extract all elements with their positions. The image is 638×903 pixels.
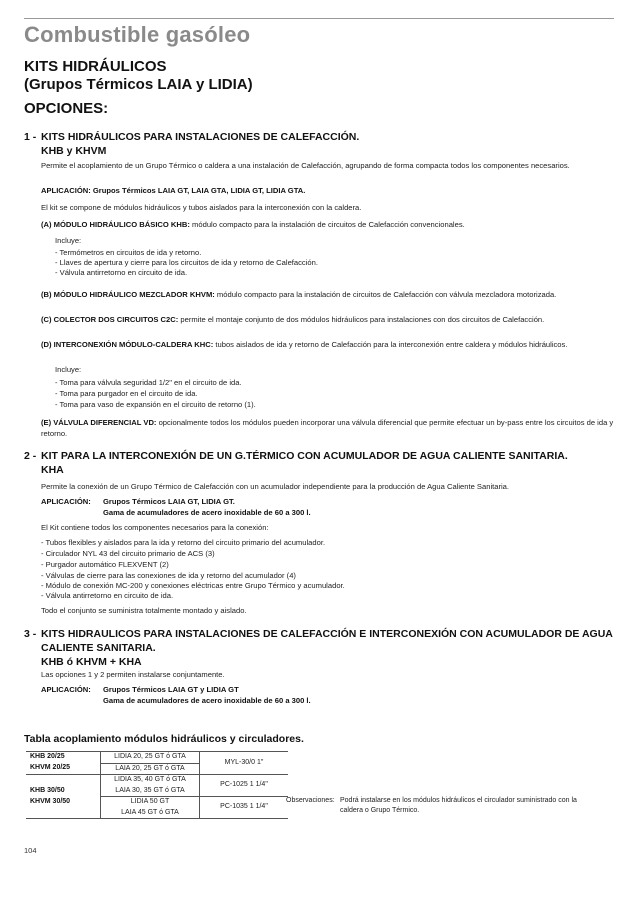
- table-cell: KHVM 30/50: [26, 797, 101, 808]
- coupling-table: [26, 751, 288, 819]
- option-d-label: (D) INTERCONEXIÓN MÓDULO-CALDERA KHC:: [41, 340, 214, 349]
- table-cell: PC-1035 1 1/4": [200, 797, 289, 819]
- option-a-text: módulo compacto para la instalación de circuitos de Calefacción convencionales.: [192, 220, 465, 229]
- table-cell: LIDIA 50 GT: [101, 797, 200, 808]
- option-d-item: - Toma para vaso de expansión en el circuito de retorno (1).: [55, 400, 256, 409]
- heading-grupos: (Grupos Térmicos LAIA y LIDIA): [24, 76, 253, 93]
- table-row: [26, 797, 288, 808]
- section-1-heading: [24, 130, 616, 158]
- section-2-item: - Válvula antirretorno en circuito de ida.: [41, 591, 174, 600]
- section-3-subtitle: KHB ó KHVM + KHA: [41, 656, 142, 668]
- option-e-text: opcionalmente todos los módulos pueden incorporar una válvula diferencial que permite efectuar un by-pass entre los circuitos de ida y retorno.: [41, 418, 614, 438]
- table-cell: PC-1025 1 1/4": [200, 775, 289, 797]
- section-1-number: 1 -: [24, 131, 37, 143]
- section-3-application-key: APLICACIÓN:: [41, 685, 91, 694]
- option-a-item: - Válvula antirretorno en circuito de ida.: [55, 268, 188, 277]
- table-cell: KHVM 20/25: [26, 763, 101, 775]
- option-c: [41, 314, 616, 325]
- option-c-label: (C) COLECTOR DOS CIRCUITOS C2C:: [41, 315, 179, 324]
- table-cell: LIDIA 20, 25 GT ó GTA: [101, 752, 200, 764]
- option-e: [41, 417, 616, 439]
- option-a-incluye: Incluye:: [55, 236, 82, 245]
- section-2-item: - Purgador automático FLEXVENT (2): [41, 560, 169, 569]
- section-2-kit-contents: El Kit contiene todos los componentes necesarios para la conexión:: [41, 523, 269, 532]
- observaciones-label: Observaciones:: [286, 797, 335, 804]
- section-2-application-l2: Gama de acumuladores de acero inoxidable de 60 a 300 l.: [103, 507, 311, 517]
- section-2-item: - Válvulas de cierre para las conexiones de ida y retorno del acumulador (4): [41, 571, 296, 580]
- table-cell: LIDIA 35, 40 GT ó GTA: [101, 775, 200, 786]
- option-b: [41, 289, 616, 300]
- heading-opciones: OPCIONES:: [24, 100, 109, 117]
- section-2-title: KIT PARA LA INTERCONEXIÓN DE UN G.TÉRMICO CON ACUMULADOR DE AGUA CALIENTE SANITARIA.: [41, 450, 568, 462]
- option-d-text: tubos aislados de ida y retorno de Calefacción para la interconexión entre caldera y módulos hidráulicos.: [215, 340, 568, 349]
- section-2-application: [41, 497, 311, 518]
- section-1-title: KITS HIDRÁULICOS PARA INSTALACIONES DE CALEFACCIÓN.: [41, 131, 360, 143]
- table-cell: LAIA 30, 35 GT ó GTA: [101, 786, 200, 797]
- table-cell: KHB 20/25: [26, 752, 101, 764]
- option-a-label: (A) MÓDULO HIDRÁULICO BÁSICO KHB:: [41, 220, 190, 229]
- section-2-item: - Módulo de conexión MC-200 y conexiones eléctricas entre Grupo Térmico y acumulador.: [41, 581, 345, 590]
- section-2-description: Permite la conexión de un Grupo Térmico de Calefacción con un acumulador independiente para la producción de Agua Caliente Sanitaria.: [41, 482, 510, 491]
- page-title: Combustible gasóleo: [24, 22, 251, 47]
- observaciones: [286, 796, 580, 816]
- heading-kits: KITS HIDRÁULICOS: [24, 58, 167, 75]
- option-a-item: - Termómetros en circuitos de ida y retorno.: [55, 248, 202, 257]
- table-cell: LAIA 45 GT ó GTA: [101, 808, 200, 819]
- option-a-item: - Llaves de apertura y cierre para los circuitos de ida y retorno de Calefacción.: [55, 258, 318, 267]
- section-3-description: Las opciones 1 y 2 permiten instalarse conjuntamente.: [41, 670, 225, 679]
- option-d-incluye: Incluye:: [55, 365, 82, 374]
- observaciones-text: Podrá instalarse en los módulos hidráulicos el circulador suministrado con la caldera o Grupo Térmico.: [340, 797, 577, 814]
- option-d: [41, 339, 616, 350]
- section-3-number: 3 -: [24, 628, 37, 640]
- table-title: Tabla acoplamiento módulos hidráulicos y circuladores.: [24, 733, 304, 745]
- section-3-heading: [24, 627, 616, 669]
- table-row: [26, 752, 288, 764]
- section-2-item: - Tubos flexibles y aislados para la ida y retorno del circuito primario del acumulador.: [41, 538, 326, 547]
- option-b-label: (B) MÓDULO HIDRÁULICO MEZCLADOR KHVM:: [41, 290, 215, 299]
- section-2-note: Todo el conjunto se suministra totalmente montado y aislado.: [41, 606, 247, 615]
- table-row: [26, 775, 288, 786]
- section-2-application-l1: Grupos Térmicos LAIA GT, LIDIA GT.: [103, 497, 235, 506]
- table-cell: MYL-30/0 1": [200, 752, 289, 775]
- section-2-number: 2 -: [24, 450, 37, 462]
- section-3-application-l2: Gama de acumuladores de acero inoxidable de 60 a 300 l.: [103, 695, 311, 705]
- section-2-application-key: APLICACIÓN:: [41, 497, 91, 506]
- table-cell: LAIA 20, 25 GT ó GTA: [101, 763, 200, 775]
- section-2-heading: [24, 449, 616, 477]
- section-2-item: - Circulador NYL 43 del circuito primario de ACS (3): [41, 549, 215, 558]
- section-3-title: KITS HIDRAULICOS PARA INSTALACIONES DE CALEFACCIÓN E INTERCONEXIÓN CON ACUMULADOR DE AGUA CALIENTE SANITARIA.: [41, 628, 613, 654]
- option-b-text: módulo compacto para la instalación de circuitos de Calefacción con válvula mezcladora motorizada.: [216, 290, 557, 299]
- table-cell: [26, 808, 101, 819]
- option-e-label: (E) VÁLVULA DIFERENCIAL VD:: [41, 418, 157, 427]
- section-3-application-l1: Grupos Térmicos LAIA GT y LIDIA GT: [103, 685, 239, 694]
- section-1-application: APLICACIÓN: Grupos Térmicos LAIA GT, LAIA GTA, LIDIA GT, LIDIA GTA.: [41, 186, 306, 195]
- section-1-composition: El kit se compone de módulos hidráulicos y tubos aislados para la interconexión con la caldera.: [41, 203, 362, 212]
- section-2-subtitle: KHA: [41, 464, 64, 476]
- section-1-description: Permite el acoplamiento de un Grupo Térmico o caldera a una instalación de Calefacción, agrupando de forma compacta todos los componentes necesarios.: [41, 161, 570, 170]
- option-d-item: - Toma para válvula seguridad 1/2" en el circuito de ida.: [55, 378, 242, 387]
- section-3-application: [41, 685, 311, 706]
- section-1-subtitle: KHB y KHVM: [41, 145, 107, 157]
- header-rule: [24, 18, 614, 19]
- option-d-item: - Toma para purgador en el circuito de ida.: [55, 389, 198, 398]
- option-a: [41, 219, 616, 230]
- table-cell: [26, 775, 101, 786]
- option-c-text: permite el montaje conjunto de dos módulos hidráulicos para instalaciones con dos circuitos de Calefacción.: [180, 315, 545, 324]
- page-number: 104: [24, 846, 37, 855]
- table-cell: KHB 30/50: [26, 786, 101, 797]
